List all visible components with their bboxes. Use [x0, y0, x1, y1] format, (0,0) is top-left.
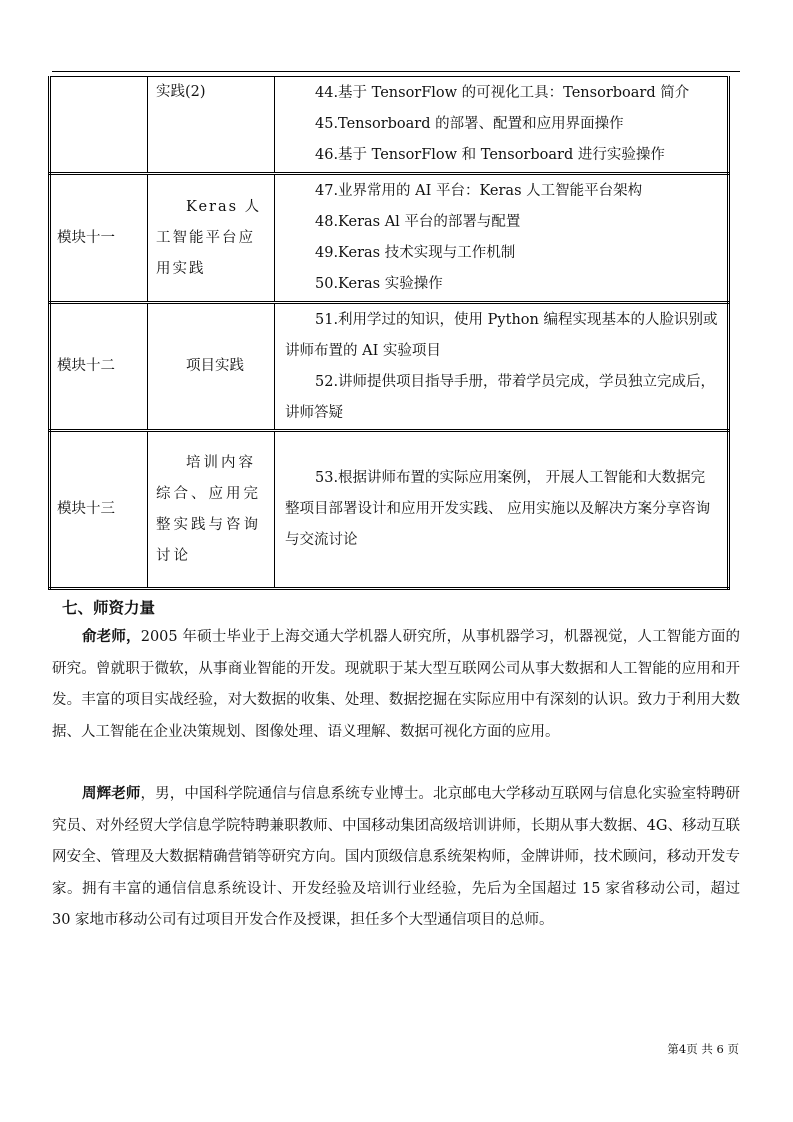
content-item: 48.Keras Al 平台的部署与配置: [315, 214, 521, 230]
module-cell: [50, 77, 148, 174]
module-cell: 模块十三: [50, 431, 148, 589]
section-title: 七、师资力量: [62, 599, 156, 617]
module-cell: 模块十二: [50, 303, 148, 431]
content-cell: [275, 303, 729, 431]
topic-text: 实践(2): [156, 84, 206, 100]
table-row: [50, 77, 729, 174]
content-cell: [275, 77, 729, 174]
teacher-name: 周辉老师: [82, 786, 141, 802]
content-cell: [275, 174, 729, 303]
content-cell: [275, 431, 729, 589]
content-item: 50.Keras 实验操作: [315, 276, 443, 292]
content-item: 51.利用学过的知识，使用 Python 编程实现基本的人脸识别或讲师布置的 AI 实验项目: [285, 311, 718, 359]
content-item: 53.根据讲师布置的实际应用案例， 开展人工智能和大数据完整项目部署设计和应用开发实践、 应用实施以及解决方案分享咨询与交流讨论: [285, 470, 711, 548]
module-cell: 模块十一: [50, 174, 148, 303]
page-number: 第4页 共 6 页: [667, 1042, 739, 1056]
content-item: 49.Keras 技术实现与工作机制: [315, 245, 516, 261]
table-row: [50, 303, 729, 431]
content-item: 47.业界常用的 AI 平台：Keras 人工智能平台架构: [315, 183, 643, 199]
content-item: 45.Tensorboard 的部署、配置和应用界面操作: [315, 116, 624, 132]
teacher-bio: [52, 622, 740, 748]
topic-text: Keras 人工智能平台应用实践: [156, 198, 262, 277]
topic-cell: [148, 174, 275, 303]
table-row: [50, 431, 729, 589]
topic-cell: [148, 77, 275, 174]
header-rule: [52, 71, 740, 72]
teacher-name: 俞老师，: [82, 629, 141, 645]
course-table: [48, 76, 730, 590]
topic-text: 项目实践: [186, 358, 244, 374]
teacher-bio-text: 2005 年硕士毕业于上海交通大学机器人研究所，从事机器学习，机器视觉，人工智能方面的研究。曾就职于微软，从事商业智能的开发。现就职于某大型互联网公司从事大数据和人工智能的应用和开发。丰富的项目实战经验，对大数据的收集、处理、数据挖掘在实际应用中有深刻的认识。致力于利用大数据、人工智能在企业决策规划、图像处理、语义理解、数据可视化方面的应用。: [52, 629, 740, 740]
teacher-bio: [52, 779, 740, 937]
content-item: 44.基于 TensorFlow 的可视化工具：Tensorboard 简介: [315, 85, 690, 101]
teacher-bio-text: ，男，中国科学院通信与信息系统专业博士。北京邮电大学移动互联网与信息化实验室特聘研究员、对外经贸大学信息学院特聘兼职教师、中国移动集团高级培训讲师，长期从事大数据、4G、移动互联网安全、管理及大数据精确营销等研究方向。国内顶级信息系统架构师，金牌讲师，技术顾问，移动开发专家。拥有丰富的通信信息系统设计、开发经验及培训行业经验，先后为全国超过 15 家省移动公司，超过 30 家地市移动公司有过项目开发合作及授课，担任多个大型通信项目的总师。: [52, 786, 740, 928]
content-item: 46.基于 TensorFlow 和 Tensorboard 进行实验操作: [315, 147, 665, 163]
topic-cell: [148, 431, 275, 589]
table-row: [50, 174, 729, 303]
content-item: 52.讲师提供项目指导手册，带着学员完成，学员独立完成后，讲师答疑: [285, 373, 716, 421]
topic-cell: [148, 303, 275, 431]
topic-text: 培训内容综合、应用完整实践与咨询讨论: [156, 454, 261, 564]
